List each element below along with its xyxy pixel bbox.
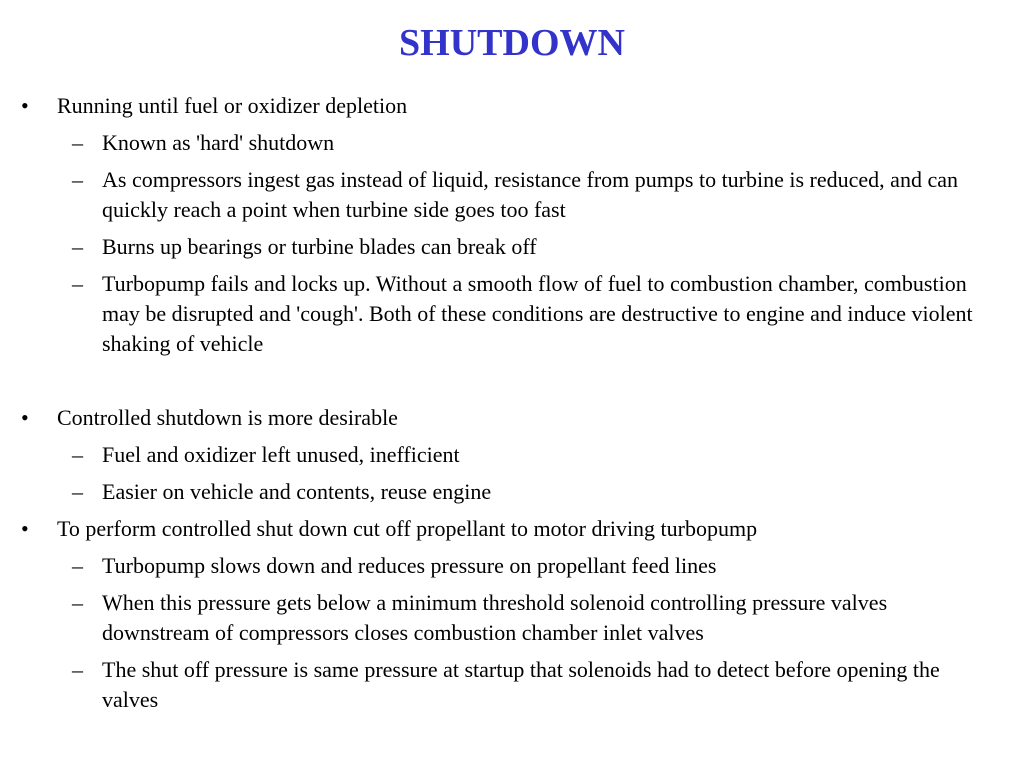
dash-icon: – — [72, 590, 83, 615]
sub-bullet-item — [0, 128, 1024, 158]
sub-bullet-item — [0, 551, 1024, 581]
bullet-text: To perform controlled shut down cut off propellant to motor driving turbopump — [57, 516, 758, 541]
dash-icon: – — [72, 657, 83, 682]
sub-bullet-text: Turbopump fails and locks up. Without a smooth flow of fuel to combustion chamber, combustion may be disrupted and 'cough'. Both of these conditions are destructive to engine and induce violent shaking of vehicle — [102, 271, 973, 356]
bullet-text: Running until fuel or oxidizer depletion — [57, 93, 408, 118]
sub-bullet-item — [0, 440, 1024, 470]
sub-bullet-item — [0, 269, 1024, 359]
bullet-item — [0, 91, 1024, 121]
bullet-item — [0, 514, 1024, 544]
sub-bullet-text: The shut off pressure is same pressure at startup that solenoids had to detect before opening the valves — [102, 657, 940, 712]
spacer — [0, 359, 1024, 396]
dash-icon: – — [72, 553, 83, 578]
slide-title: SHUTDOWN — [399, 22, 625, 64]
sub-bullet-item — [0, 588, 1024, 648]
sub-bullet-text: Fuel and oxidizer left unused, inefficient — [102, 442, 460, 467]
slide-content — [0, 84, 1024, 715]
sub-bullet-item — [0, 477, 1024, 507]
dash-icon: – — [72, 442, 83, 467]
dash-icon: – — [72, 130, 83, 155]
dash-icon: – — [72, 479, 83, 504]
sub-bullet-item — [0, 232, 1024, 262]
sub-bullet-text: When this pressure gets below a minimum threshold solenoid controlling pressure valves downstream of compressors closes combustion chamber inlet valves — [102, 590, 888, 645]
bullet-icon: • — [21, 93, 29, 118]
bullet-item — [0, 403, 1024, 433]
sub-bullet-text: Turbopump slows down and reduces pressure on propellant feed lines — [102, 553, 717, 578]
sub-bullet-item — [0, 165, 1024, 225]
sub-bullet-item — [0, 655, 1024, 715]
sub-bullet-text: Known as 'hard' shutdown — [102, 130, 335, 155]
sub-bullet-text: As compressors ingest gas instead of liquid, resistance from pumps to turbine is reduced, and can quickly reach a point when turbine side goes too fast — [102, 167, 958, 222]
sub-bullet-text: Burns up bearings or turbine blades can break off — [102, 234, 537, 259]
bullet-icon: • — [21, 516, 29, 541]
sub-bullet-text: Easier on vehicle and contents, reuse engine — [102, 479, 492, 504]
bullet-text: Controlled shutdown is more desirable — [57, 405, 398, 430]
dash-icon: – — [72, 271, 83, 296]
dash-icon: – — [72, 167, 83, 192]
dash-icon: – — [72, 234, 83, 259]
bullet-icon: • — [21, 405, 29, 430]
